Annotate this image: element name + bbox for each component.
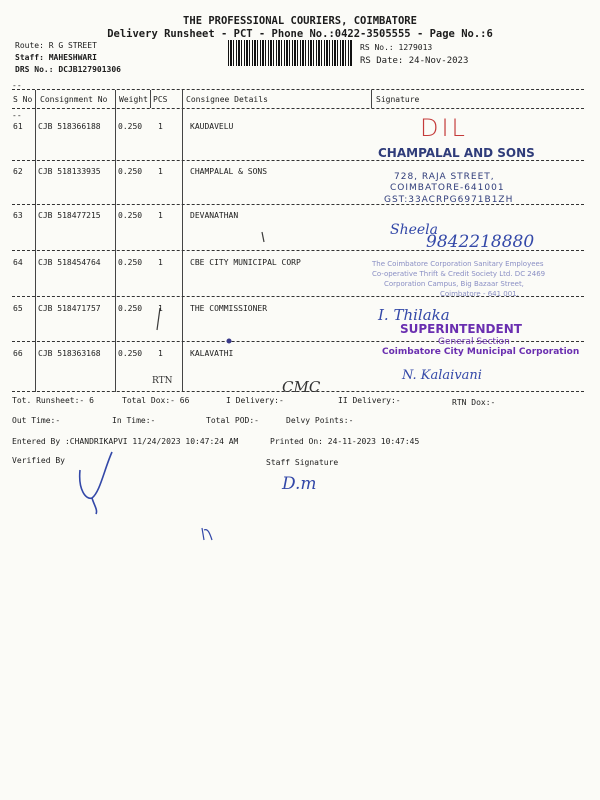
company-title: THE PROFESSIONAL COURIERS, COIMBATORE — [183, 15, 417, 27]
row-consignment: CJB 518363168 — [38, 349, 101, 358]
delivery-points: Delvy Points:- — [286, 416, 354, 425]
row-consignment: CJB 518366188 — [38, 122, 101, 131]
table-lead-mid: -- — [12, 111, 22, 120]
second-delivery: II Delivery:- — [338, 396, 401, 405]
superintendent-stamp-title: SUPERINTENDENT — [400, 322, 522, 336]
champalal-stamp-name: CHAMPALAL AND SONS — [378, 146, 535, 160]
row-consignment: CJB 518454764 — [38, 258, 101, 267]
drs-number: DRS No.: DCJB127901306 — [15, 65, 121, 74]
col-header-pcs: PCS — [153, 95, 168, 104]
receiver-phone-handwritten: 9842218880 — [426, 232, 535, 252]
kalavathi-signature: N. Kalaivani — [402, 368, 482, 383]
tick-mark — [262, 232, 264, 242]
out-time: Out Time:- — [12, 416, 61, 425]
row-sno: 62 — [13, 167, 23, 176]
row-sno: 63 — [13, 211, 23, 220]
row-pcs: 1 — [158, 349, 163, 358]
ink-dot — [227, 339, 232, 344]
row-sno: 61 — [13, 122, 23, 131]
entered-by: Entered By :CHANDRIKAPVI 11/24/2023 10:47:24 AM — [12, 437, 239, 446]
rs-date: RS Date: 24-Nov-2023 — [360, 56, 469, 66]
verified-by-label: Verified By — [12, 456, 65, 465]
row-weight: 0.250 — [118, 258, 143, 267]
row-consignee: THE COMMISSIONER — [190, 304, 268, 313]
row-weight: 0.250 — [118, 349, 143, 358]
staff-initials: D.m — [282, 474, 317, 494]
union-stamp-line3: Corporation Campus, Big Bazaar Street, — [384, 280, 524, 288]
union-stamp-line1: The Coimbatore Corporation Sanitary Employees — [372, 260, 544, 268]
verifier-signature — [80, 452, 112, 514]
champalal-stamp-address: 728, RAJA STREET, — [394, 172, 495, 182]
superintendent-stamp-org: Coimbatore City Municipal Corporation — [382, 347, 580, 357]
champalal-stamp-gst: GST:33ACRPG6971B1ZH — [384, 195, 514, 205]
row-pcs: 1 — [158, 258, 163, 267]
row-weight: 0.250 — [118, 211, 143, 220]
dil-mark: DIL — [420, 114, 468, 142]
total-runsheet: Tot. Runsheet:- 6 — [12, 396, 94, 405]
col-header-signature: Signature — [376, 95, 420, 104]
stray-mark — [202, 528, 212, 540]
col-header-sno: S No — [13, 95, 33, 104]
col-header-consignee: Consignee Details — [186, 95, 268, 104]
row-consignee: KALAVATHI — [190, 349, 234, 358]
rs-number: RS No.: 1279013 — [360, 43, 433, 52]
row-pcs: 1 — [158, 304, 163, 313]
superintendent-stamp-section: General Section — [438, 337, 510, 347]
staff-label: Staff: MAHESHWARI — [15, 53, 97, 62]
row-sno: 65 — [13, 304, 23, 313]
row-consignee: CBE CITY MUNICIPAL CORP — [190, 258, 301, 267]
row-consignment: CJB 518133935 — [38, 167, 101, 176]
row-consignee: DEVANATHAN — [190, 211, 239, 220]
row-weight: 0.250 — [118, 167, 143, 176]
total-dox: Total Dox:- 66 — [122, 396, 190, 405]
cmc-handwritten: CMC — [282, 378, 321, 396]
row-sno: 66 — [13, 349, 23, 358]
row-sno: 64 — [13, 258, 23, 267]
commissioner-signature: I. Thilaka — [378, 306, 450, 324]
printed-on: Printed On: 24-11-2023 10:47:45 — [270, 437, 420, 446]
row-pcs: 1 — [158, 167, 163, 176]
row-consignee: KAUDAVELU — [190, 122, 234, 131]
staff-signature-label: Staff Signature — [266, 458, 339, 467]
in-time: In Time:- — [112, 416, 156, 425]
receiver-name-handwritten: Sheela — [390, 222, 439, 238]
row-weight: 0.250 — [118, 304, 143, 313]
row-weight: 0.250 — [118, 122, 143, 131]
col-header-consignment: Consignment No — [40, 95, 108, 104]
row-consignment: CJB 518471757 — [38, 304, 101, 313]
total-pod: Total POD:- — [206, 416, 259, 425]
champalal-stamp-city: COIMBATORE-641001 — [390, 183, 505, 193]
col-header-weight: Weight — [119, 95, 148, 104]
rtn-handwritten: RTN — [152, 376, 173, 386]
tick-mark — [157, 308, 160, 330]
row-pcs: 1 — [158, 211, 163, 220]
row-consignee: CHAMPALAL & SONS — [190, 167, 268, 176]
row-consignment: CJB 518477215 — [38, 211, 101, 220]
rtn-dox: RTN Dox:- — [452, 398, 496, 407]
union-stamp-line4: Coimbatore - 641 001. — [440, 290, 519, 298]
union-stamp-line2: Co-operative Thrift & Credit Society Ltd. DC 2469 — [372, 270, 546, 278]
table-lead-top: -- — [12, 81, 22, 90]
runsheet-subtitle: Delivery Runsheet - PCT - Phone No.:0422-3505555 - Page No.:6 — [107, 28, 493, 40]
first-delivery: I Delivery:- — [226, 396, 284, 405]
row-pcs: 1 — [158, 122, 163, 131]
route-label: Route: R G STREET — [15, 41, 97, 50]
